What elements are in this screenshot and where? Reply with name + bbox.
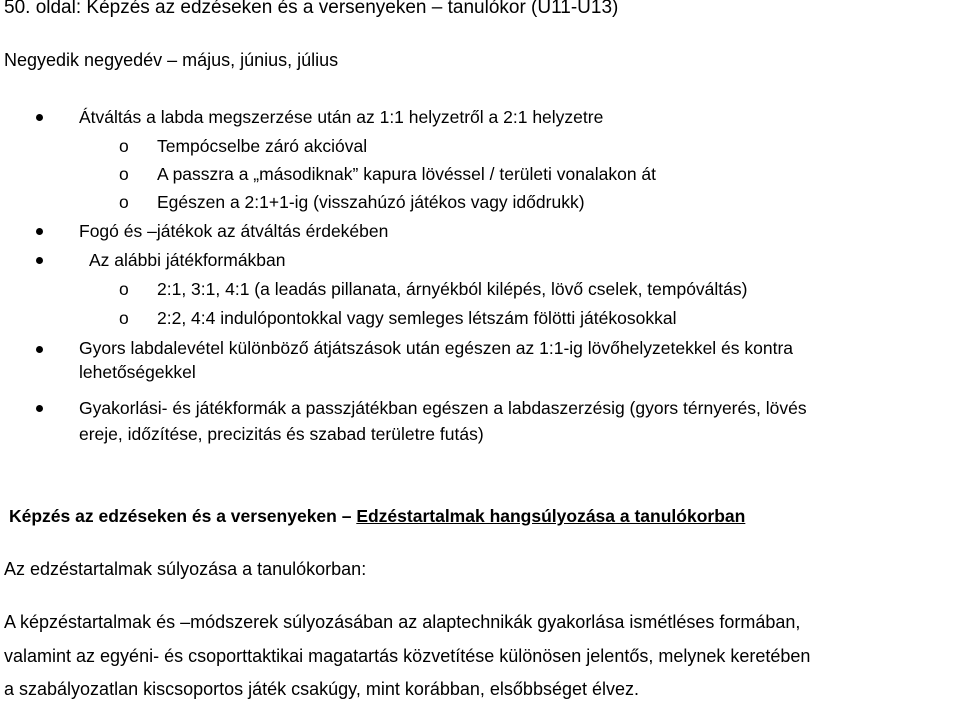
sub-list-item: 2:2, 4:4 indulópontokkal vagy semleges létszám fölötti játékosokkal — [157, 308, 677, 328]
bullet-dot — [36, 346, 43, 353]
sub-bullet-marker: o — [119, 164, 129, 184]
list-item-continuation: lehetőségekkel — [79, 362, 196, 382]
section-heading — [9, 504, 745, 528]
list-item: Átváltás a labda megszerzése után az 1:1 helyzetről a 2:1 helyzetre — [79, 107, 604, 127]
bullet-dot — [36, 228, 43, 235]
period-heading: Negyedik negyedév – május, június, július — [4, 50, 339, 70]
sub-list-item: Egészen a 2:1+1-ig (visszahúzó játékos vagy idődrukk) — [157, 192, 585, 212]
bullet-dot — [36, 405, 43, 412]
sub-bullet-marker: o — [119, 279, 129, 299]
bullet-dot — [36, 257, 43, 264]
sub-bullet-marker: o — [119, 308, 129, 328]
paragraph-line: A képzéstartalmak és –módszerek súlyozásában az alaptechnikák gyakorlása ismétléses formában, — [4, 612, 801, 632]
list-item-continuation: ereje, időzítése, precizitás és szabad területre futás) — [79, 424, 484, 444]
paragraph-line: a szabályozatlan kiscsoportos játék csakúgy, mint korábban, elsőbbséget élvez. — [4, 679, 640, 699]
section-intro: Az edzéstartalmak súlyozása a tanulókorban: — [4, 559, 367, 579]
list-item: Fogó és –játékok az átváltás érdekében — [79, 221, 389, 241]
sub-list-item: A passzra a „másodiknak” kapura lövéssel / területi vonalakon át — [157, 164, 657, 184]
list-item: Gyors labdalevétel különböző átjátszások után egészen az 1:1-ig lövőhelyzetekkel és kontra — [79, 338, 794, 358]
sub-bullet-marker: o — [119, 192, 129, 212]
list-item: Gyakorlási- és játékformák a passzjátékban egészen a labdaszerzésig (gyors térnyerés, lövés — [79, 398, 807, 418]
bullet-dot — [36, 114, 43, 121]
section-heading-dash: – — [336, 506, 357, 526]
paragraph-line: valamint az egyéni- és csoporttaktikai magatartás közvetítése különösen jelentős, melynek keretében — [4, 646, 811, 666]
list-item: Az alábbi játékformákban — [89, 250, 286, 270]
section-heading-part1: Képzés az edzéseken és a versenyeken — [9, 506, 337, 526]
sub-list-item: 2:1, 3:1, 4:1 (a leadás pillanata, árnyékból kilépés, lövő cselek, tempóváltás) — [157, 279, 748, 299]
section-heading-part2: Edzéstartalmak hangsúlyozása a tanulókorban — [356, 506, 746, 526]
sub-bullet-marker: o — [119, 136, 129, 156]
page-title: 50. oldal: Képzés az edzéseken és a versenyeken – tanulókor (U11-U13) — [4, 0, 619, 18]
sub-list-item: Tempócselbe záró akcióval — [157, 136, 368, 156]
